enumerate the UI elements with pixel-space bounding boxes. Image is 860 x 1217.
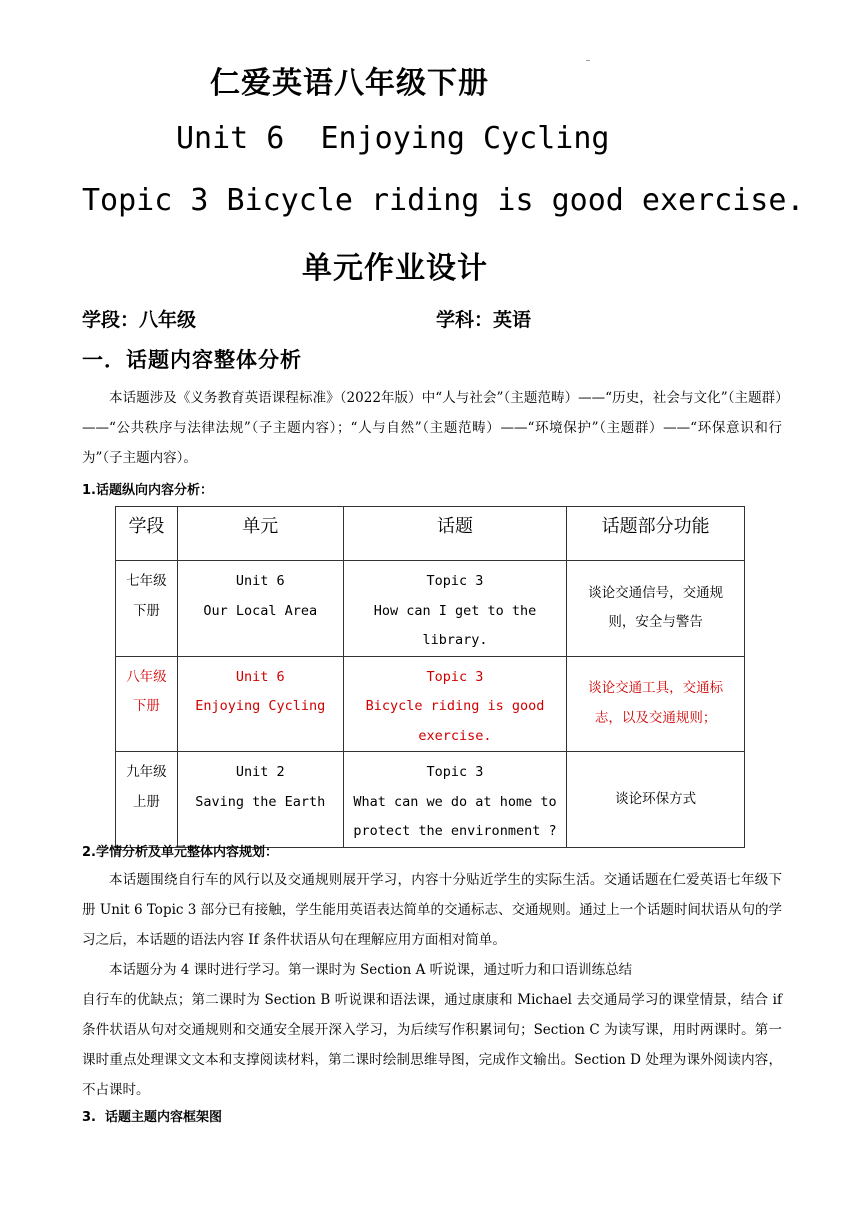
design-title: 单元作业设计 xyxy=(302,251,488,286)
table-row xyxy=(116,561,745,657)
function-line: 谈论交通信号，交通规 xyxy=(588,584,724,601)
unit-cell xyxy=(177,656,343,752)
unit-line: Our Local Area xyxy=(203,602,318,619)
topic-cell xyxy=(343,752,567,848)
table-header-row xyxy=(116,507,745,561)
learner-analysis-paragraph: 本话题围绕自行车的风行以及交通规则展开学习，内容十分贴近学生的实际生活。交通话题在仁爱英语七年级下册 Unit 6 Topic 3 部分已有接触，学生能用英语表达简单的交通标志、交通规则。通过上一个话题时间状语从句的学习之后，本话题的语法内容 If 条件状语从句在理解应用方面相对简单。 xyxy=(82,872,782,948)
lesson-plan-paragraph: 本话题分为 4 课时进行学习。第一课时为 Section A 听说课，通过听力和口语训练总结 xyxy=(109,962,633,978)
unit-cell xyxy=(177,561,343,657)
lesson-plan-continued: 自行车的优缺点；第二课时为 Section B 听说课和语法课，通过康康和 Michael 去交通局学习的课堂情景，结合 if 条件状语从句对交通规则和交通安全展开深入学习，为后续写作积累词句；Section C 为读写课，用时两课时。第一课时重点处理课文文本和支撑阅读材料，第二课时绘制思维导图，完成作文输出。Section D 处理为课外阅读内容，不占课时。 xyxy=(82,992,782,1098)
table-row xyxy=(116,752,745,848)
unit-line: Enjoying Cycling xyxy=(195,698,326,714)
topic-title: Topic 3 Bicycle riding is good exercise. xyxy=(82,183,805,218)
unit-title: Unit 6 Enjoying Cycling xyxy=(176,121,610,156)
grade-cell xyxy=(116,656,178,752)
topic-cell xyxy=(343,656,567,752)
subheading-vertical-analysis: 1.话题纵向内容分析： xyxy=(82,483,213,498)
grade-line: 八年级 xyxy=(126,668,167,685)
book-title: 仁爱英语八年级下册 xyxy=(210,66,489,101)
grade-cell xyxy=(116,752,178,848)
stage-label: 学段：八年级 xyxy=(82,309,197,331)
unit-line: Saving the Earth xyxy=(195,793,326,810)
unit-line: Unit 2 xyxy=(235,764,285,780)
header-unit: 单元 xyxy=(177,507,343,561)
function-line: 谈论环保方式 xyxy=(615,790,697,807)
function-cell xyxy=(567,561,745,657)
function-line: 志，以及交通规则； xyxy=(594,709,717,726)
topic-line: Topic 3 xyxy=(426,764,484,780)
subject-label: 学科：英语 xyxy=(436,309,532,331)
function-line: 谈论交通工具，交通标 xyxy=(588,680,724,697)
topic-line: Bicycle riding is good xyxy=(365,698,545,714)
unit-line: Unit 6 xyxy=(235,668,285,685)
grade-line: 下册 xyxy=(132,698,160,714)
topic-line: Topic 3 xyxy=(426,668,484,685)
function-cell xyxy=(567,752,745,848)
header-function: 话题部分功能 xyxy=(567,507,745,561)
topic-line: What can we do at home to xyxy=(353,793,557,810)
topic-cell xyxy=(343,561,567,657)
topic-line: exercise. xyxy=(418,727,492,744)
topic-line: protect the environment ? xyxy=(353,823,557,839)
scan-mark xyxy=(586,60,590,61)
topic-line: How can I get to the xyxy=(373,602,537,619)
header-topic: 话题 xyxy=(343,507,567,561)
section-heading: 一．话题内容整体分析 xyxy=(82,348,302,372)
grade-cell xyxy=(116,561,178,657)
function-cell xyxy=(567,656,745,752)
subheading-framework: 3. 话题主题内容框架图 xyxy=(82,1110,223,1125)
header-stage: 学段 xyxy=(116,507,178,561)
topic-line: library. xyxy=(422,632,488,648)
grade-line: 下册 xyxy=(132,602,160,619)
function-line: 则，安全与警告 xyxy=(608,614,703,631)
unit-cell xyxy=(177,752,343,848)
grade-line: 九年级 xyxy=(126,764,167,780)
topic-line: Topic 3 xyxy=(426,573,484,589)
unit-line: Unit 6 xyxy=(235,573,285,589)
subheading-learner-analysis: 2.学情分析及单元整体内容规划： xyxy=(82,845,278,860)
intro-paragraph: 本话题涉及《义务教育英语课程标准》（2022年版）中“人与社会”（主题范畴）——“历史，社会与文化”（主题群）——“公共秩序与法律法规”（子主题内容）；“人与自然”（主题范畴）——“环境保护”（主题群）——“环保意识和行为”（子主题内容）。 xyxy=(82,390,782,466)
grade-line: 上册 xyxy=(132,793,160,810)
topic-table xyxy=(115,506,745,848)
grade-line: 七年级 xyxy=(126,573,167,589)
table-row-highlighted xyxy=(116,656,745,752)
